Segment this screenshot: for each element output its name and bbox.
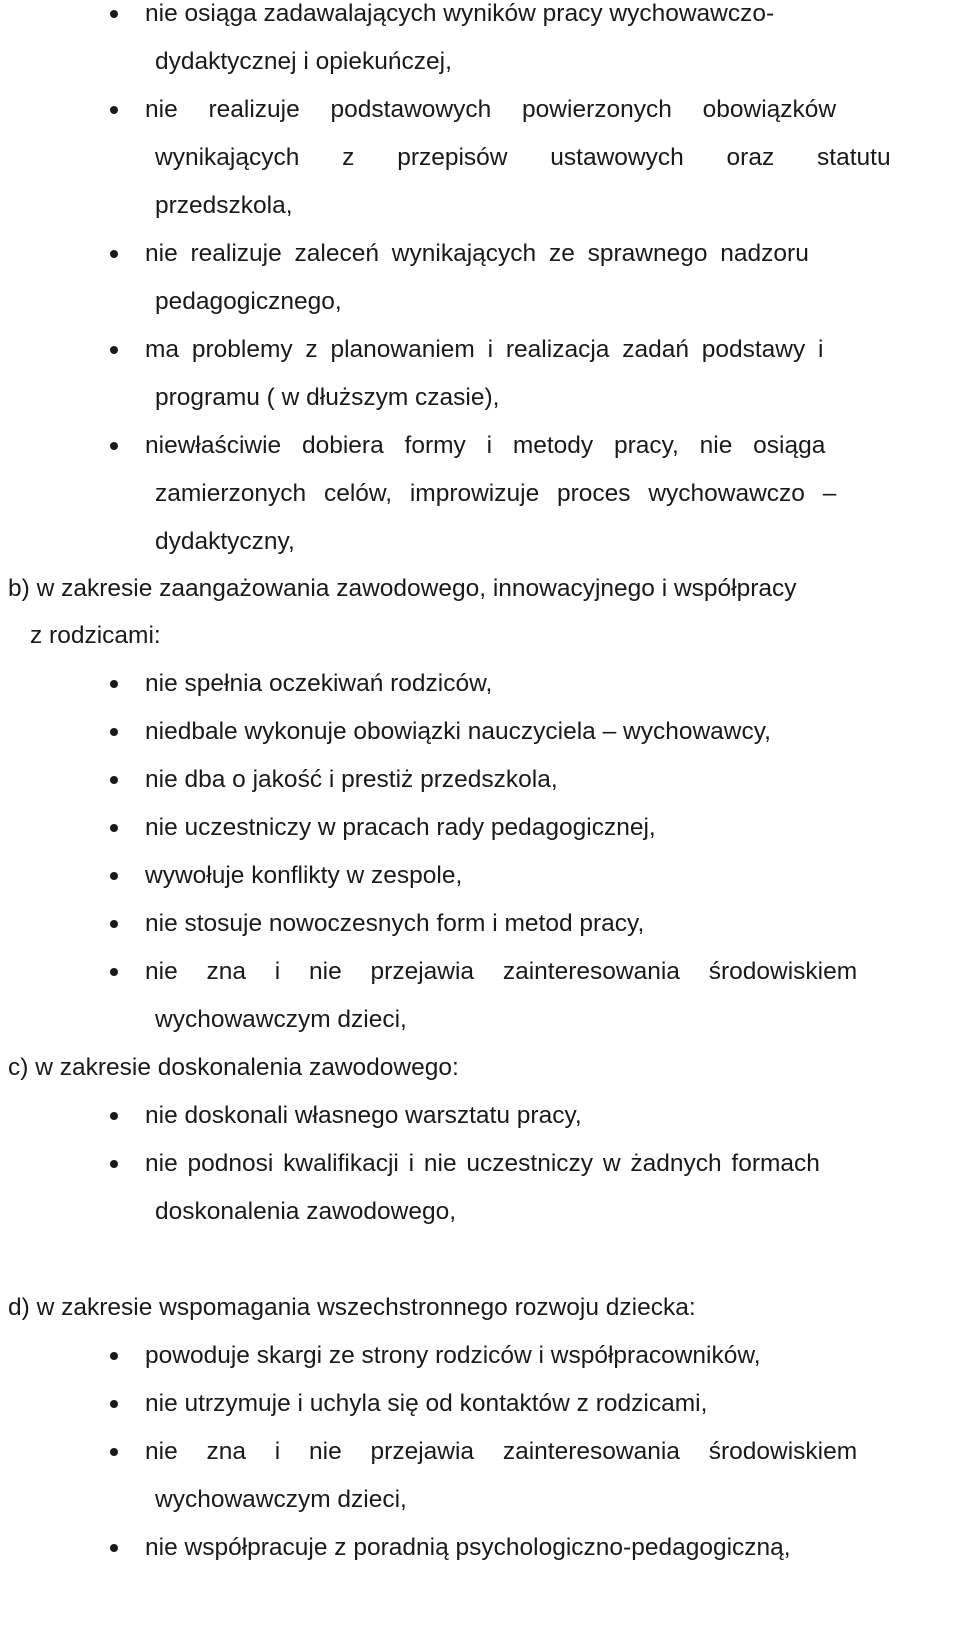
bullet-icon: [110, 824, 118, 832]
section-heading-d: d) w zakresie wspomagania wszechstronnego rozwoju dziecka:: [8, 1294, 696, 1321]
section-heading-c: c) w zakresie doskonalenia zawodowego:: [8, 1054, 459, 1081]
list-item-continued: programu ( w dłuższym czasie),: [155, 384, 500, 411]
list-item: powoduje skargi ze strony rodziców i współpracowników,: [145, 1342, 761, 1369]
list-item: wywołuje konflikty w zespole,: [145, 862, 463, 889]
bullet-icon: [110, 872, 118, 880]
list-item: nie stosuje nowoczesnych form i metod pracy,: [145, 910, 645, 937]
list-item: nie zna i nie przejawia zainteresowania środowiskiem: [145, 1438, 858, 1465]
list-item: nie podnosi kwalifikacji i nie uczestniczy w żadnych formach: [145, 1150, 820, 1177]
list-item: nie doskonali własnego warsztatu pracy,: [145, 1102, 582, 1129]
list-item-continued: wynikających z przepisów ustawowych oraz statutu: [155, 144, 891, 171]
list-item-continued: wychowawczym dzieci,: [155, 1006, 407, 1033]
list-item-continued: pedagogicznego,: [155, 288, 342, 315]
list-item: nie współpracuje z poradnią psychologiczno-pedagogiczną,: [145, 1534, 791, 1561]
bullet-icon: [110, 1400, 118, 1408]
list-item-continued: doskonalenia zawodowego,: [155, 1198, 457, 1225]
section-heading-b-continued: z rodzicami:: [30, 622, 161, 649]
bullet-icon: [110, 106, 118, 114]
list-item: niedbale wykonuje obowiązki nauczyciela – wychowawcy,: [145, 718, 771, 745]
list-item-continued: wychowawczym dzieci,: [155, 1486, 407, 1513]
list-item-continued: dydaktyczny,: [155, 528, 295, 555]
bullet-icon: [110, 1112, 118, 1120]
list-item: nie spełnia oczekiwań rodziców,: [145, 670, 493, 697]
bullet-icon: [110, 920, 118, 928]
bullet-icon: [110, 250, 118, 258]
bullet-icon: [110, 680, 118, 688]
bullet-icon: [110, 10, 118, 18]
list-item-continued: zamierzonych celów, improwizuje proces wychowawczo –: [155, 480, 837, 507]
list-item-continued: przedszkola,: [155, 192, 293, 219]
list-item-continued: dydaktycznej i opiekuńczej,: [155, 48, 452, 75]
list-item: niewłaściwie dobiera formy i metody pracy, nie osiąga: [145, 432, 826, 459]
list-item: nie osiąga zadawalających wyników pracy wychowawczo-: [145, 0, 775, 27]
bullet-icon: [110, 442, 118, 450]
bullet-icon: [110, 1448, 118, 1456]
bullet-icon: [110, 776, 118, 784]
list-item: nie realizuje zaleceń wynikających ze sprawnego nadzoru: [145, 240, 809, 267]
section-heading-b: b) w zakresie zaangażowania zawodowego, innowacyjnego i współpracy: [8, 575, 797, 602]
list-item: nie realizuje podstawowych powierzonych obowiązków: [145, 96, 837, 123]
bullet-icon: [110, 346, 118, 354]
bullet-icon: [110, 1544, 118, 1552]
list-item: nie dba o jakość i prestiż przedszkola,: [145, 766, 558, 793]
list-item: ma problemy z planowaniem i realizacja zadań podstawy i: [145, 336, 824, 363]
bullet-icon: [110, 728, 118, 736]
bullet-icon: [110, 1352, 118, 1360]
bullet-icon: [110, 1160, 118, 1168]
list-item: nie zna i nie przejawia zainteresowania środowiskiem: [145, 958, 858, 985]
list-item: nie utrzymuje i uchyla się od kontaktów z rodzicami,: [145, 1390, 708, 1417]
bullet-icon: [110, 968, 118, 976]
list-item: nie uczestniczy w pracach rady pedagogicznej,: [145, 814, 656, 841]
